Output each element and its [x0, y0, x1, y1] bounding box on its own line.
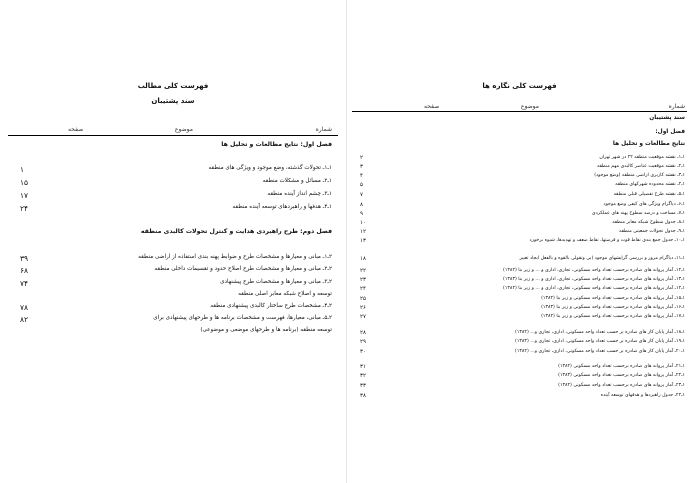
- contents-page: [8, 0, 338, 483]
- list-item: ۲ـ۳ـ مبانی و معیارها و مشخصات طرح پیشنهادی ۷۴: [20, 279, 332, 288]
- list-item: ۱ـ۴ـ نقشه محدوده شهرکهای منطقه ۵: [360, 182, 685, 188]
- list-item: ۱ـ۱ـ تحولات گذشته، وضع موجود و ویژگی های منطقه ۱: [20, 165, 332, 174]
- figures-title: فهرست کلی نگاره ها: [482, 82, 557, 90]
- section-heading-1: فصل اول: نتایج مطالعات و تحلیل ها: [221, 141, 332, 148]
- contents-header: [8, 126, 338, 138]
- header-page: صفحه: [68, 126, 84, 133]
- list-item: ۱ـ۱ـ نقشه موقعیت منطقه ۲۲ در شهر تهران ۲: [360, 155, 685, 161]
- list-item: ۱ـ۲۳ـ آمار پروانه های صادره برحسب تعداد واحد مسکونی (۱۳۸۴) ۳۳: [360, 383, 685, 389]
- list-item: ۲ـ۵ـ مبانی، معیارها، فهرست و مشخصات برنامه ها و طرحهای پیشنهادی برای ۸۲: [20, 315, 332, 324]
- header-subject: موضوع: [174, 126, 193, 133]
- header-number: شماره: [668, 103, 685, 110]
- list-item: ۱ـ۱۵ـ آمار پروانه های صادره برحسب تعداد واحد مسکونی و زیر بنا (۱۳۸۲) ۲۵: [360, 296, 685, 302]
- list-item: ۱ـ۱۷ـ آمار پروانه های صادره برحسب تعداد واحد مسکونی و زیر بنا (۱۳۸۴) ۲۷: [360, 314, 685, 320]
- section-heading-1: فصل اول:: [655, 129, 685, 135]
- list-item: توسعه و اصلاح شبکه معابر اصلی منطقه: [238, 291, 332, 297]
- section-heading-1b: نتایج مطالعات و تحلیل ها: [612, 141, 685, 147]
- list-item: ۱ـ۱۳ـ آمار پروانه های صادره برحسب تعداد واحد مسکونی، تجاری، اداری و ... و زیر بنا (۱۳۸۳) ۲۳: [360, 277, 685, 283]
- list-item: ۱ـ۲۲ـ آمار پروانه های صادره برحسب تعداد واحد مسکونی (۱۳۸۳) ۳۲: [360, 373, 685, 379]
- list-item: ۱ـ۶ـ دیاگرام ویژگی های کیفی وضع موجود ۸: [360, 202, 685, 208]
- header-page: صفحه: [424, 103, 440, 110]
- contents-title: فهرست کلی مطالب: [137, 82, 209, 90]
- list-item: ۱ـ۴ـ هدفها و راهبردهای توسعه آینده منطقه ۲۴: [20, 204, 332, 213]
- list-item: ۱ـ۲ـ نقشه موقعیت عناصر کالبدی مهم منطقه ۳: [360, 164, 685, 170]
- header-subject: موضوع: [520, 103, 539, 110]
- list-item: ۱ـ۲۰ـ آمار پایان کار های صادره بر حسب تعداد واحد مسکونی، اداری، تجاری و... (۱۳۸۴) ۳۰: [360, 349, 685, 355]
- list-item: ۱ـ۱۹ـ آمار پایان کار های صادره بر حسب تعداد واحد مسکونی، اداری، تجاری و... (۱۳۸۳) ۲۹: [360, 339, 685, 345]
- list-item: ۲ـ۴ـ مشخصات طرح ساختار کالبدی پیشنهادی منطقه ۷۸: [20, 303, 332, 312]
- list-item: توسعه منطقه (برنامه ها و طرحهای موضعی و موضوعی): [200, 327, 332, 333]
- list-item: ۲ـ۲ـ مبانی و معیارها و مشخصات طرح اصلاح حدود و تقسیمات داخلی منطقه ۶۸: [20, 266, 332, 275]
- list-item: ۱ـ۱۲ـ آمار پروانه های صادره برحسب تعداد واحد مسکونی، تجاری، اداری و ... و زیر بنا (۱۳۸۲) ۲۲: [360, 268, 685, 274]
- header-divider: [8, 135, 338, 136]
- header-divider: [352, 111, 687, 112]
- header-number: شماره: [315, 126, 332, 133]
- section-heading-2: فصل دوم: طرح راهبردی هدایت و کنترل تحولات کالبدی منطقه: [140, 228, 332, 235]
- list-item: ۱ـ۱۴ـ آمار پروانه های صادره برحسب تعداد واحد مسکونی، تجاری، اداری و ... و زیر بنا (۱۳۸۴) ۲۴: [360, 286, 685, 292]
- list-item: ۱ـ۸ـ جدول سطوح شبکه معابر منطقه ۱۰: [360, 220, 685, 226]
- list-item: ۱ـ۲ـ مسائل و مشکلات منطقه ۱۵: [20, 178, 332, 187]
- list-item: ۱ـ۱۶ـ آمار پروانه های صادره برحسب تعداد واحد مسکونی و زیر بنا (۱۳۸۳) ۲۶: [360, 305, 685, 311]
- list-item: ۱ـ۱۱ـ دیاگرام مرور و بررسی گرایشهای موجود (بی ونقولی بالقوه و بالفعل ایجاد تغییر ۱۸: [360, 256, 685, 262]
- list-item: ۱ـ۷ـ مساحت و درصد سطوح پهنه های عملکردی ۹: [360, 211, 685, 217]
- figures-page: [352, 0, 687, 483]
- list-item: ۱ـ۱۸ـ آمار پایان کار های صادره بر حسب تعداد واحد مسکونی، اداری، تجاری و... (۱۳۸۲) ۲۸: [360, 330, 685, 336]
- list-item: ۱ـ۱۰ـ جدول جمع بندی نقاط قوت و فرصتها، نقاط ضعف و تهدیدها، شیوه برخورد ۱۳: [360, 238, 685, 244]
- list-item: ۱ـ۹ـ جدول تحولات جمعیتی منطقه ۱۲: [360, 229, 685, 235]
- figures-header: [352, 103, 687, 115]
- list-item: ۱ـ۳ـ نقشه کاربری اراضی منطقه (وضع موجود) ۴: [360, 173, 685, 179]
- contents-subtitle: سند پشتیبان: [151, 97, 195, 105]
- list-item: ۱ـ۵ـ نقشه طرح تفصیلی قبلی منطقه ۷: [360, 192, 685, 198]
- page-gutter: [346, 0, 347, 483]
- figures-subtitle: سند پشتیبان: [649, 115, 685, 121]
- list-item: ۲ـ۱ـ مبانی و معیارها و مشخصات طرح و ضوابط پهنه بندی استفاده از اراضی منطقه ۳۹: [20, 254, 332, 263]
- list-item: ۱ـ۳ـ چشم انداز آینده منطقه ۱۷: [20, 191, 332, 200]
- list-item: ۱ـ۲۴ـ جدول راهبردها و هدفهای توسعه آینده ۳۸: [360, 393, 685, 399]
- list-item: ۱ـ۲۱ـ آمار پروانه های صادره برحسب تعداد واحد مسکونی (۱۳۸۲) ۳۱: [360, 364, 685, 370]
